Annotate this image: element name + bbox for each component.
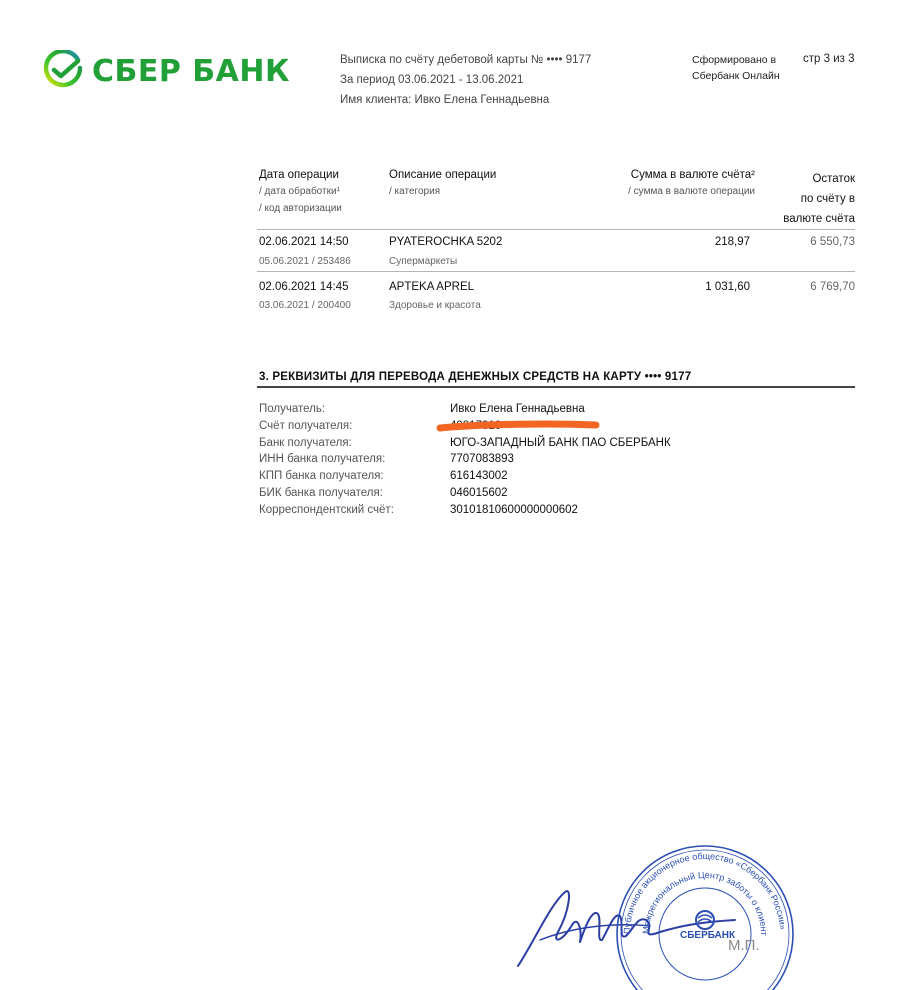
bank-stamp [612, 826, 798, 990]
stamp-mp: М.П. [728, 937, 760, 954]
row2-description: APTEKA APREL [389, 281, 475, 293]
client-name: Имя клиента: Ивко Елена Геннадьевна [340, 94, 550, 106]
requisites-labels [259, 401, 394, 519]
req-label-kpp: КПП банка получателя: [259, 470, 384, 483]
req-value-bik: 046015602 [450, 486, 508, 499]
row2-date: 02.06.2021 14:45 [259, 281, 349, 293]
col-date-title: Дата операции [259, 169, 339, 181]
col-date-sub1: / дата обработки¹ [259, 186, 340, 197]
req-value-bank: ЮГО-ЗАПАДНЫЙ БАНК ПАО СБЕРБАНК [450, 436, 671, 449]
row1-amount: 218,97 [714, 236, 750, 248]
col-amount-title: Сумма в валюте счёта² [630, 169, 755, 181]
col-balance-title1: Остаток [812, 173, 855, 185]
req-label-account: Счёт получателя: [259, 419, 353, 432]
col-desc-title: Описание операции [389, 169, 497, 181]
req-label-corr: Корреспондентский счёт: [259, 503, 394, 516]
req-label-bik: БИК банка получателя: [259, 486, 383, 499]
requisites-divider [257, 386, 855, 388]
formed-line1: Сформировано в [692, 54, 777, 66]
stamp-brand: СБЕРБАНК [680, 930, 736, 941]
col-balance-header [783, 169, 855, 229]
sber-logo [42, 50, 290, 92]
redaction-mark [432, 416, 607, 434]
statement-header [340, 50, 591, 110]
row2-balance: 6 769,70 [810, 281, 855, 293]
col-amount-sub: / сумма в валюте операции [628, 186, 755, 197]
row1-category: Супермаркеты [389, 256, 458, 267]
row-divider [257, 271, 855, 272]
requisites-title: 3. РЕКВИЗИТЫ ДЛЯ ПЕРЕВОДА ДЕНЕЖНЫХ СРЕДСТВ НА КАРТУ •••• 9177 [259, 371, 692, 383]
formed-in [692, 52, 780, 84]
stamp-logo-icon [696, 911, 714, 929]
req-label-inn: ИНН банка получателя: [259, 453, 386, 466]
stamp-inner-text: Межрегиональный Центр заботы о клиент [640, 869, 770, 936]
formed-line2: Сбербанк Онлайн [692, 70, 780, 82]
col-balance-title3: валюте счёта [783, 213, 855, 225]
stamp-outer-text: Публичное акционерное общество «Сбербанк России» [621, 850, 788, 935]
col-date-sub2: / код авторизации [259, 203, 342, 214]
col-desc-header [389, 169, 496, 200]
row1-processing: 05.06.2021 / 253486 [259, 256, 351, 267]
row2-amount: 1 031,60 [705, 281, 750, 293]
req-value-account: 40817810 [450, 419, 502, 432]
col-balance-title2: по счёту в [800, 193, 855, 205]
brand-name: СБЕР БАНК [92, 53, 291, 89]
statement-title: Выписка по счёту дебетовой карты № •••• 9177 [340, 54, 592, 66]
row2-processing: 03.06.2021 / 200400 [259, 300, 351, 311]
page-number: стр 3 из 3 [803, 53, 855, 65]
req-value-recipient: Ивко Елена Геннадьевна [450, 403, 585, 415]
row2-category: Здоровье и красота [389, 300, 481, 311]
req-value-kpp: 616143002 [450, 470, 508, 483]
row1-date: 02.06.2021 14:50 [259, 236, 349, 248]
col-amount-header [628, 169, 755, 200]
sber-check-icon [42, 50, 84, 92]
table-header-divider [257, 229, 855, 230]
col-desc-sub: / категория [389, 186, 441, 197]
row1-description: PYATEROCHKA 5202 [389, 236, 503, 248]
row1-balance: 6 550,73 [810, 236, 855, 248]
req-value-corr: 30101810600000000602 [450, 503, 578, 516]
req-label-bank: Банк получателя: [259, 436, 352, 449]
req-label-recipient: Получатель: [259, 403, 326, 415]
statement-period: За период 03.06.2021 - 13.06.2021 [340, 74, 524, 86]
col-date-header [259, 169, 342, 217]
req-value-inn: 7707083893 [450, 453, 514, 466]
